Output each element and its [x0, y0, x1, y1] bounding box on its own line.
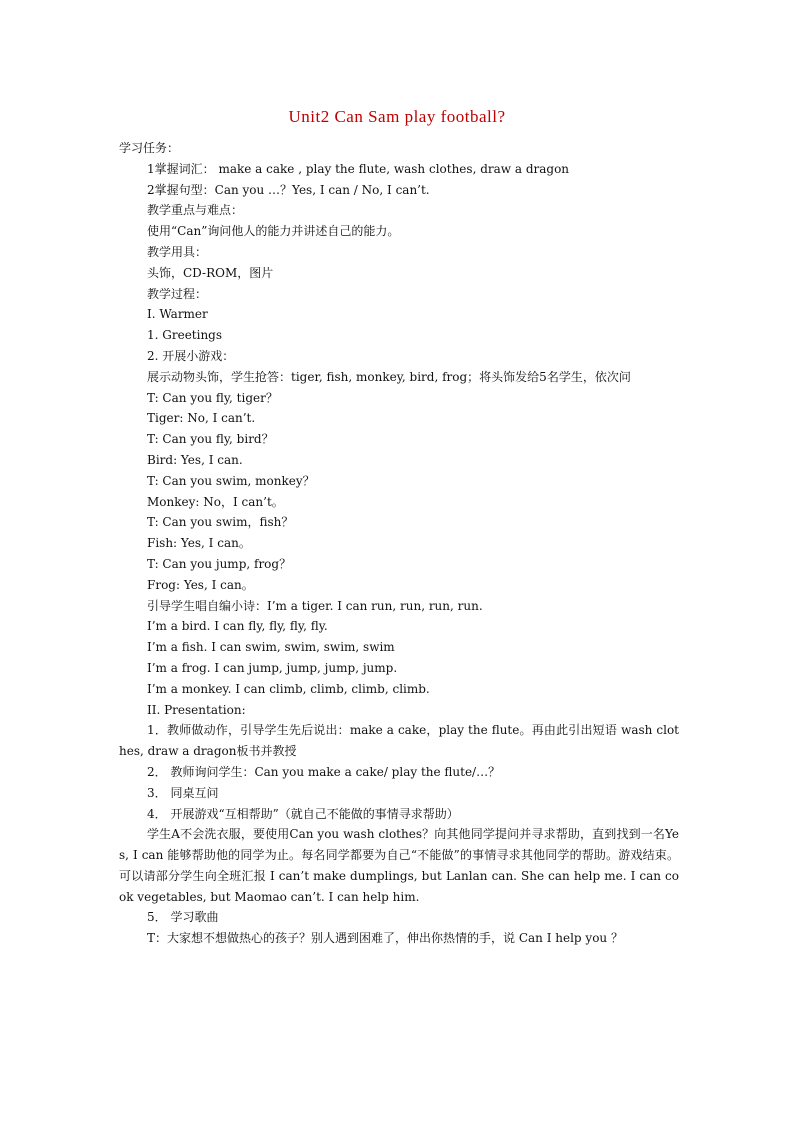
dialogue-line: Frog: Yes, I can。: [147, 577, 254, 592]
body-line: I. Warmer: [147, 307, 208, 322]
body-line: 2. 开展小游戏：: [147, 348, 235, 363]
dialogue-line: Bird: Yes, I can.: [147, 452, 243, 467]
body-line: 1. Greetings: [147, 328, 223, 343]
document-title: Unit2 Can Sam play football?: [288, 107, 506, 126]
dialogue-line: Fish: Yes, I can。: [147, 536, 251, 551]
body-line: 教学过程：: [147, 286, 208, 301]
dialogue-line: T: Can you swim, monkey？: [147, 473, 315, 488]
dialogue-line: Tiger: No, I can’t.: [147, 411, 256, 426]
body-paragraph: 1．教师做动作，引导学生先后说出：make a cake，play the flute。再由此引出短语 wash clothes, draw a dragon板书并教授: [119, 723, 679, 759]
body-paragraph: 展示动物头饰，学生抢答：tiger, fish, monkey, bird, frog；将头饰发给5名学生，依次问: [147, 369, 631, 384]
body-paragraph: 学生A不会洗衣服，要使用Can you wash clothes？向其他同学提问并寻求帮助，直到找到一名Yes, I can 能够帮助他的同学为止。每名同学都要为自己“不能做”的事情寻求其他同学的帮助。游戏结束。可以请部分学生向全班汇报 I can’t make dumplings, but Lanlan can. She can help me. I can cook vegetables, but Maomao can’t. I can help him.: [119, 827, 679, 904]
body-line: 2掌握句型：Can you …？Yes, I can / No, I can’t.: [147, 182, 430, 197]
poem-line: I’m a fish. I can swim, swim, swim, swim: [147, 640, 395, 655]
dialogue-line: T: Can you swim，fish？: [147, 515, 294, 530]
dialogue-line: T: Can you fly, bird？: [147, 432, 274, 447]
body-line: II. Presentation:: [147, 702, 246, 717]
dialogue-line: T: Can you fly, tiger？: [147, 390, 278, 405]
body-line: 头饰，CD-ROM，图片: [147, 265, 274, 280]
body-paragraph: T：大家想不想做热心的孩子？别人遇到困难了，伸出你热情的手，说 Can I help you ？: [147, 931, 623, 946]
body-line: 3． 同桌互问: [147, 785, 219, 800]
poem-line: I’m a frog. I can jump, jump, jump, jump.: [147, 660, 398, 675]
body-line: 教学用具：: [147, 244, 208, 259]
body-line: 使用“Can”询问他人的能力并讲述自己的能力。: [147, 224, 400, 239]
body-line: 5． 学习歌曲: [147, 910, 219, 925]
body-line: 2． 教师询问学生：Can you make a cake/ play the flute/…？: [147, 764, 501, 779]
body-line: 4． 开展游戏“互相帮助”（就自己不能做的事情寻求帮助）: [147, 806, 459, 821]
poem-line: I’m a bird. I can fly, fly, fly, fly.: [147, 619, 328, 634]
section-heading: 学习任务：: [119, 141, 180, 155]
body-line: 1掌握词汇： make a cake , play the flute, wash clothes, draw a dragon: [147, 161, 570, 176]
body-line: 引导学生唱自编小诗：I’m a tiger. I can run, run, run, run.: [147, 598, 483, 613]
body-line: 教学重点与难点：: [147, 203, 244, 218]
poem-line: I’m a monkey. I can climb, climb, climb, climb.: [147, 681, 430, 696]
dialogue-line: T: Can you jump, frog？: [147, 556, 292, 571]
dialogue-line: Monkey: No，I can’t。: [147, 494, 284, 509]
document-body: [119, 138, 679, 949]
